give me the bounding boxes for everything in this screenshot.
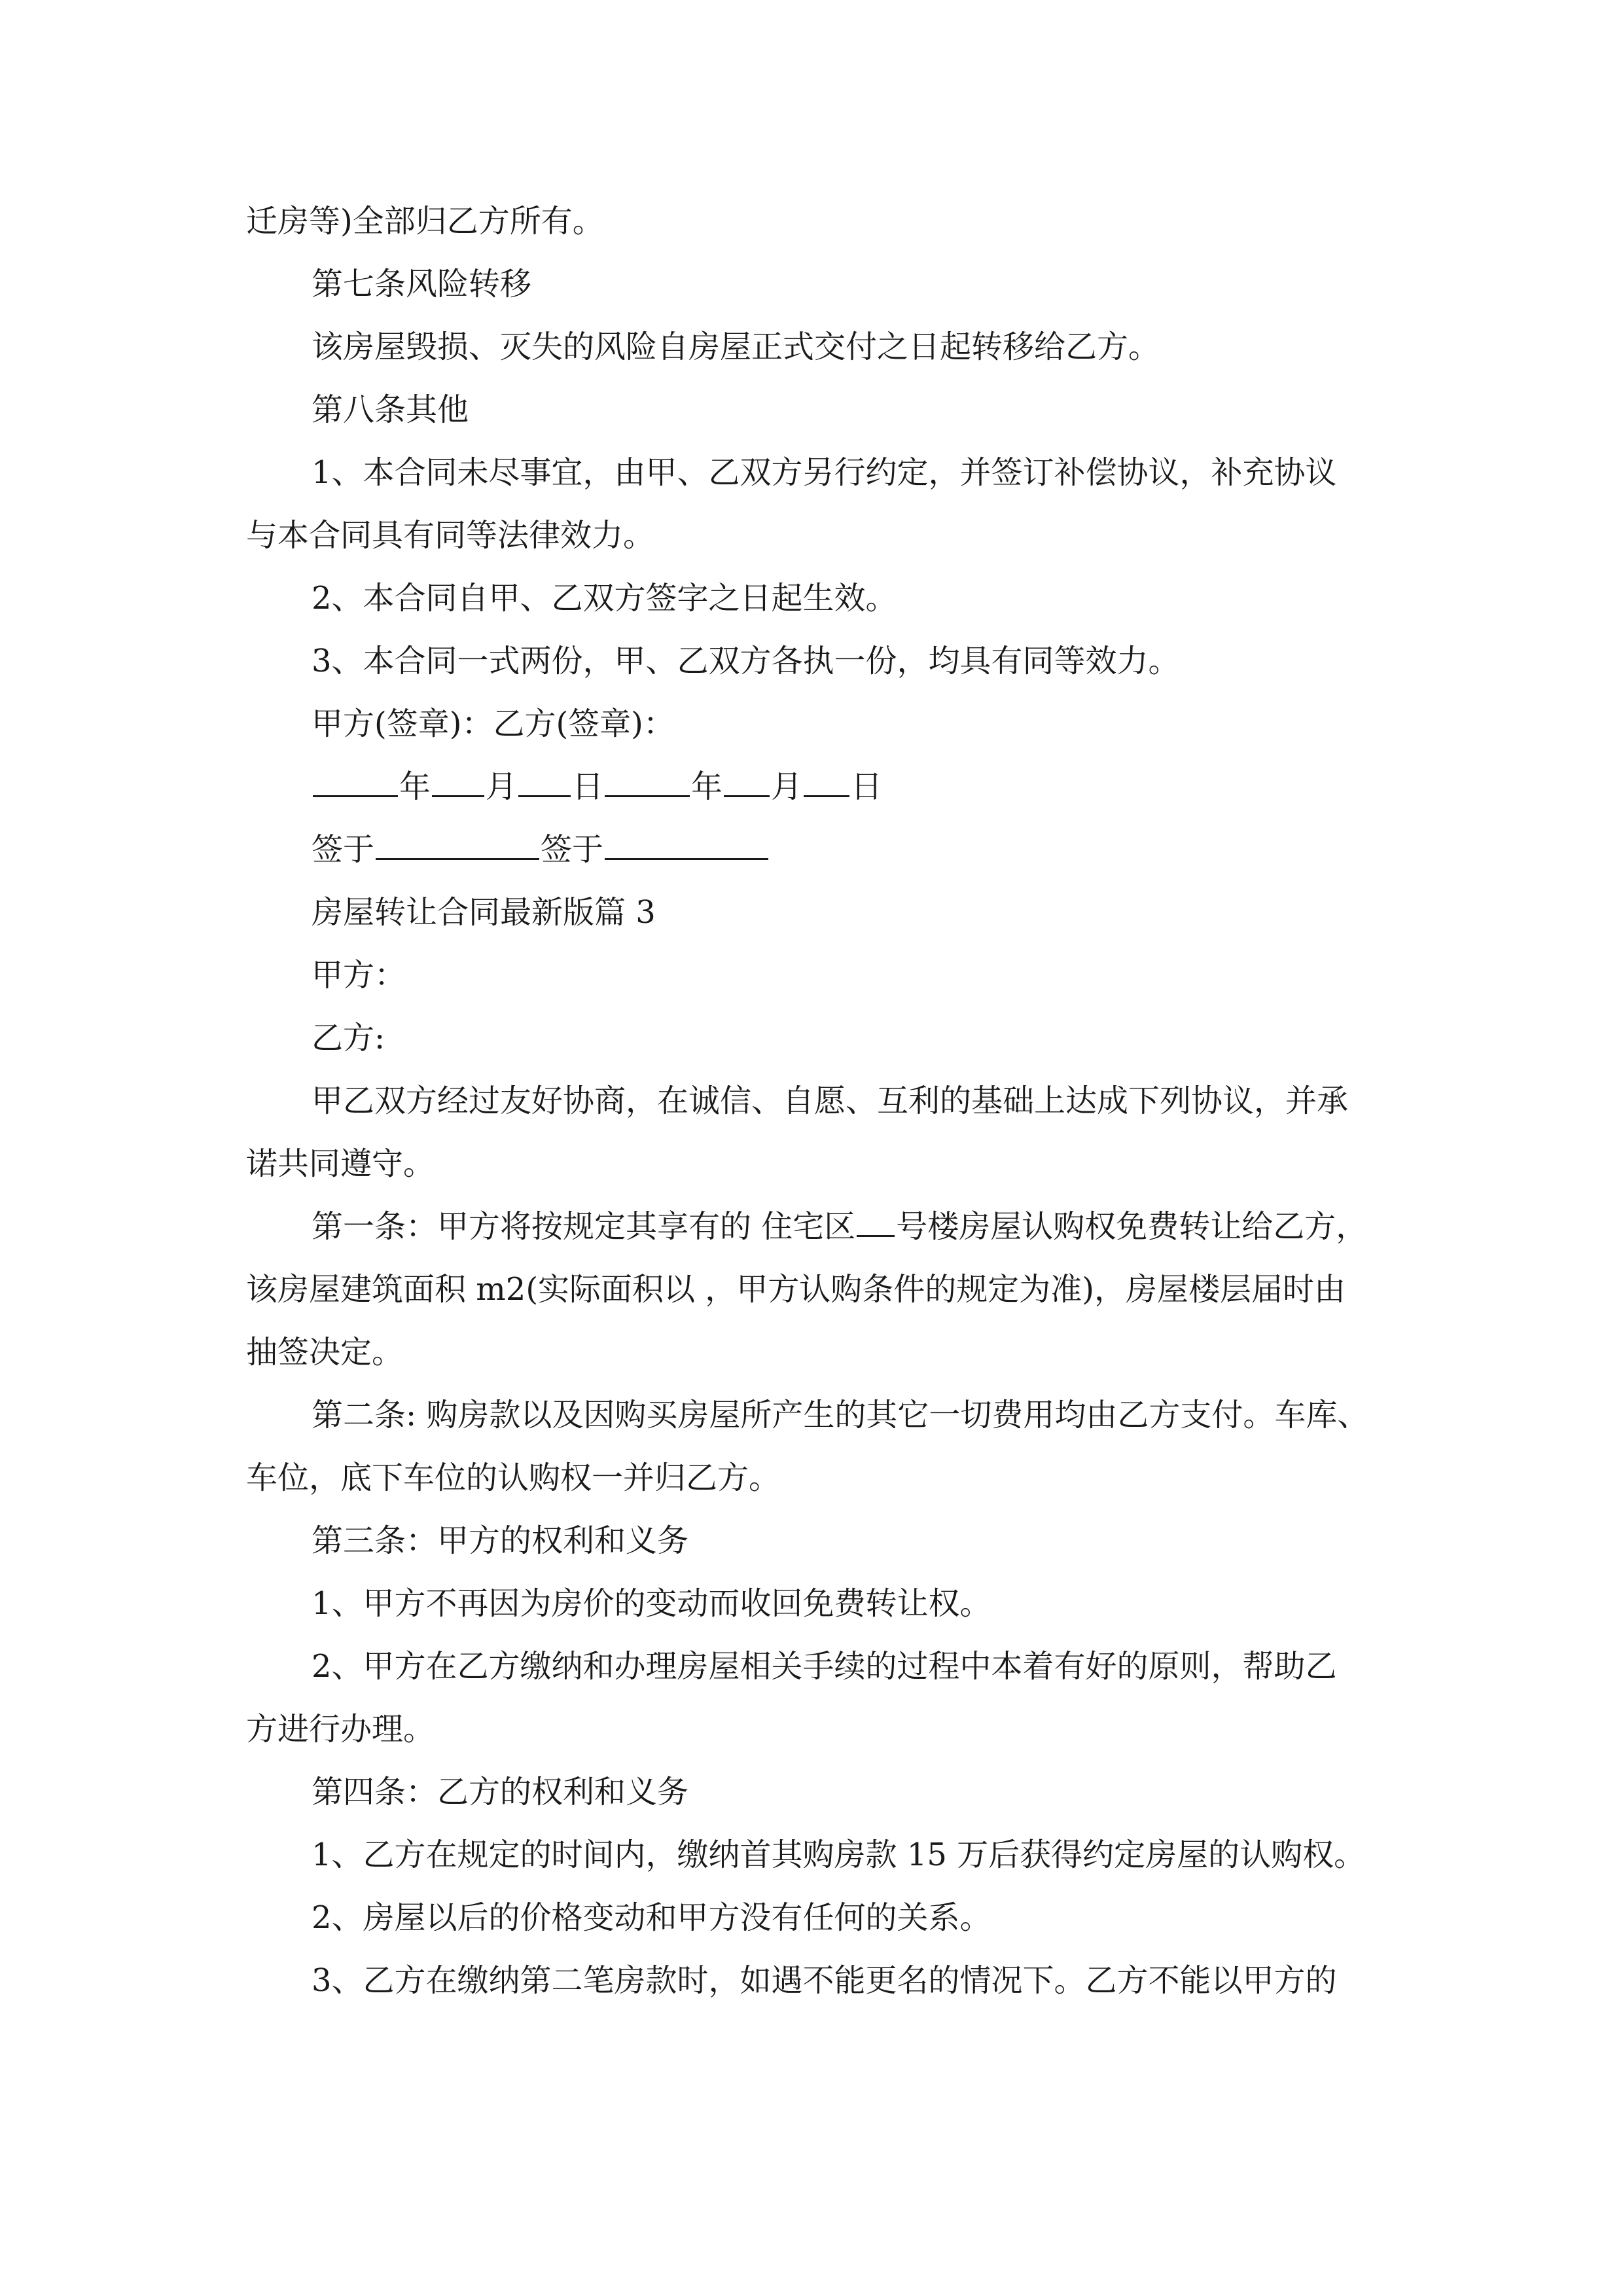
paragraph-line: 房屋转让合同最新版篇 3 <box>312 894 656 931</box>
sign-label: 签于 <box>541 831 604 868</box>
year-label: 年 <box>691 768 723 805</box>
year-blank <box>313 769 398 797</box>
year-label: 年 <box>399 768 431 805</box>
paragraph-line: 甲乙双方经过友好协商，在诚信、自愿、互利的基础上达成下列协议，并承 <box>312 1083 1349 1119</box>
paragraph-line: 甲方(签章)：乙方(签章)： <box>312 706 675 742</box>
paragraph-line: 第四条：乙方的权利和义务 <box>312 1774 689 1810</box>
month-label: 月 <box>771 768 803 805</box>
paragraph-line: 诺共同遵守。 <box>246 1145 435 1182</box>
paragraph-line: 1、甲方不再因为房价的变动而收回免费转让权。 <box>312 1585 991 1622</box>
paragraph-line: 3、本合同一式两份，甲、乙双方各执一份，均具有同等效力。 <box>312 643 1180 679</box>
paragraph-line: 3、乙方在缴纳第二笔房款时，如遇不能更名的情况下。乙方不能以甲方的 <box>312 1962 1337 1999</box>
paragraph-line: 车位，底下车位的认购权一并归乙方。 <box>246 1460 781 1496</box>
month-blank <box>432 769 484 797</box>
paragraph-line: 第二条: 购房款以及因购买房屋所产生的其它一切费用均由乙方支付。车库、 <box>312 1397 1369 1433</box>
paragraph-line: 第三条：甲方的权利和义务 <box>312 1522 689 1559</box>
paragraph-line: 2、本合同自甲、乙双方签字之日起生效。 <box>312 580 897 617</box>
paragraph-line: 方进行办理。 <box>246 1711 435 1748</box>
paragraph-line: 与本合同具有同等法律效力。 <box>246 517 655 554</box>
month-label: 月 <box>486 768 518 805</box>
day-blank <box>804 769 849 797</box>
day-blank <box>518 769 571 797</box>
paragraph-line: 1、本合同未尽事宜，由甲、乙双方另行约定，并签订补偿协议，补充协议 <box>312 454 1337 491</box>
month-blank <box>724 769 770 797</box>
contract-clauses-part-1 <box>246 190 1398 755</box>
article-1-line-3: 抽签决定。 <box>246 1334 404 1371</box>
sign-location-blank <box>605 832 768 860</box>
day-label: 日 <box>572 768 604 805</box>
document-body <box>246 190 1398 2012</box>
paragraph-line: 甲方： <box>312 957 406 994</box>
day-label: 日 <box>851 768 883 805</box>
contract-3-header <box>246 881 1398 1195</box>
article-1-text-a: 第一条：甲方将按规定其享有的 住宅区 <box>312 1208 856 1245</box>
sign-location-line <box>246 818 1398 881</box>
article-1-line-2: 该房屋建筑面积 m2(实际面积以 ，甲方认购条件的规定为准)，房屋楼层届时由 <box>246 1271 1346 1308</box>
year-blank <box>605 769 690 797</box>
paragraph-line: 2、甲方在乙方缴纳和办理房屋相关手续的过程中本着有好的原则，帮助乙 <box>312 1648 1337 1685</box>
date-line <box>246 755 1398 818</box>
contract-clauses-part-2 <box>246 1384 1398 2012</box>
article-1-text-b: 号楼房屋认购权免费转让给乙方， <box>896 1208 1368 1245</box>
sign-location-blank <box>376 832 539 860</box>
paragraph-line: 该房屋毁损、灭失的风险自房屋正式交付之日起转移给乙方。 <box>312 329 1160 365</box>
paragraph-line: 1、乙方在规定的时间内，缴纳首其购房款 15 万后获得约定房屋的认购权。 <box>312 1837 1366 1873</box>
building-number-blank <box>857 1209 895 1237</box>
paragraph-line: 第七条风险转移 <box>312 266 532 302</box>
paragraph-line: 第八条其他 <box>312 391 469 428</box>
paragraph-line: 乙方: <box>312 1020 385 1056</box>
paragraph-line: 迁房等)全部归乙方所有。 <box>246 203 604 240</box>
paragraph-line: 2、房屋以后的价格变动和甲方没有任何的关系。 <box>312 1899 991 1936</box>
sign-label: 签于 <box>312 831 375 868</box>
article-1-line-1 <box>246 1195 1398 1258</box>
